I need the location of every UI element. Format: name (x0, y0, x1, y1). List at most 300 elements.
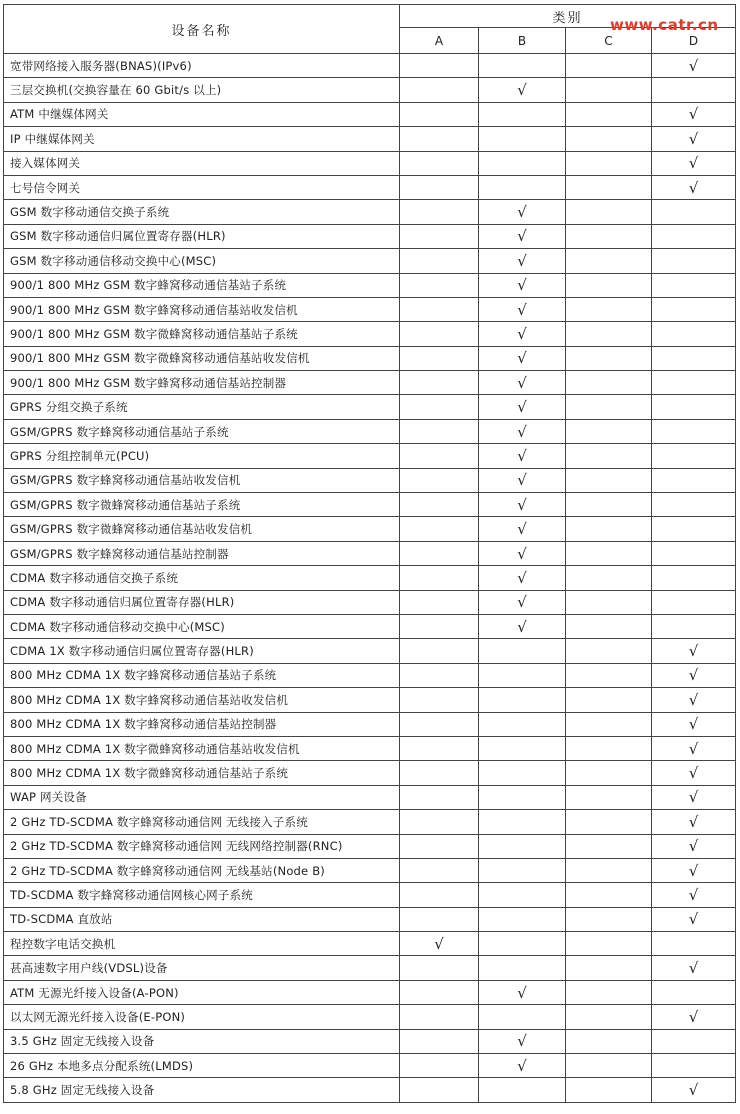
category-b-cell (479, 1029, 566, 1053)
device-name-cell: GSM/GPRS 数字微蜂窝移动通信基站收发信机 (4, 517, 400, 541)
category-a-cell (400, 1054, 479, 1078)
category-a-cell (400, 200, 479, 224)
check-mark-icon: √ (688, 178, 699, 197)
table-row (4, 322, 736, 346)
category-a-cell (400, 712, 479, 736)
category-d-cell (652, 1078, 736, 1102)
watermark: www.catr.cn (610, 16, 719, 34)
category-c-cell (566, 249, 652, 273)
device-name-cell: 900/1 800 MHz GSM 数字蜂窝移动通信基站控制器 (4, 371, 400, 395)
category-a-cell (400, 224, 479, 248)
device-name-cell: GPRS 分组控制单元(PCU) (4, 444, 400, 468)
category-b-cell (479, 249, 566, 273)
category-b-cell (479, 297, 566, 321)
category-d-cell (652, 297, 736, 321)
category-d-cell (652, 614, 736, 638)
category-d-cell (652, 590, 736, 614)
category-a-cell (400, 1078, 479, 1102)
check-mark-icon: √ (688, 837, 699, 856)
device-name-cell: 2 GHz TD-SCDMA 数字蜂窝移动通信网 无线网络控制器(RNC) (4, 834, 400, 858)
category-a-cell (400, 541, 479, 565)
device-name-cell: 2 GHz TD-SCDMA 数字蜂窝移动通信网 无线基站(Node B) (4, 858, 400, 882)
category-b-cell (479, 956, 566, 980)
category-a-cell (400, 322, 479, 346)
category-d-cell (652, 517, 736, 541)
category-c-cell (566, 517, 652, 541)
category-c-cell (566, 127, 652, 151)
category-b-cell (479, 346, 566, 370)
category-a-cell (400, 858, 479, 882)
check-mark-icon: √ (517, 276, 527, 295)
check-mark-icon: √ (517, 349, 527, 368)
category-d-cell (652, 932, 736, 956)
device-name-cell: 800 MHz CDMA 1X 数字微蜂窝移动通信基站子系统 (4, 761, 400, 785)
category-b-cell (479, 322, 566, 346)
device-name-cell: 三层交换机(交换容量在 60 Gbit/s 以上) (4, 78, 400, 102)
category-b-cell (479, 785, 566, 809)
check-mark-icon: √ (517, 983, 527, 1002)
header-col-b: B (479, 28, 566, 54)
header-col-d: D (652, 28, 736, 54)
check-mark-icon: √ (517, 373, 527, 392)
category-b-cell (479, 736, 566, 760)
category-a-cell (400, 590, 479, 614)
category-c-cell (566, 566, 652, 590)
category-b-cell (479, 566, 566, 590)
category-b-cell (479, 858, 566, 882)
check-mark-icon: √ (517, 617, 527, 636)
category-a-cell (400, 444, 479, 468)
table-row (4, 346, 736, 370)
table-row (4, 566, 736, 590)
category-c-cell (566, 541, 652, 565)
header-device-name: 设备名称 (4, 5, 400, 54)
device-name-cell: GSM/GPRS 数字蜂窝移动通信基站收发信机 (4, 468, 400, 492)
category-c-cell (566, 932, 652, 956)
category-c-cell (566, 1078, 652, 1102)
category-b-cell (479, 761, 566, 785)
device-name-cell: GPRS 分组交换子系统 (4, 395, 400, 419)
category-c-cell (566, 907, 652, 931)
device-name-cell: GSM 数字移动通信移动交换中心(MSC) (4, 249, 400, 273)
device-name-cell: GSM/GPRS 数字蜂窝移动通信基站控制器 (4, 541, 400, 565)
table-row (4, 127, 736, 151)
device-name-cell: CDMA 1X 数字移动通信归属位置寄存器(HLR) (4, 639, 400, 663)
category-c-cell (566, 297, 652, 321)
device-name-cell: GSM 数字移动通信交换子系统 (4, 200, 400, 224)
category-d-cell (652, 102, 736, 126)
category-a-cell (400, 785, 479, 809)
category-a-cell (400, 102, 479, 126)
check-mark-icon: √ (517, 1032, 527, 1051)
category-d-cell (652, 395, 736, 419)
category-d-cell (652, 54, 736, 78)
category-a-cell (400, 1005, 479, 1029)
category-c-cell (566, 712, 652, 736)
category-a-cell (400, 273, 479, 297)
category-c-cell (566, 419, 652, 443)
category-a-cell (400, 566, 479, 590)
check-mark-icon: √ (688, 1081, 699, 1100)
category-d-cell (652, 712, 736, 736)
category-b-cell (479, 907, 566, 931)
category-a-cell (400, 639, 479, 663)
category-d-cell (652, 541, 736, 565)
table-row (4, 54, 736, 78)
check-mark-icon: √ (688, 129, 699, 148)
category-b-cell (479, 614, 566, 638)
category-a-cell (400, 493, 479, 517)
check-mark-icon: √ (688, 788, 699, 807)
category-c-cell (566, 980, 652, 1004)
table-row (4, 1029, 736, 1053)
category-d-cell (652, 883, 736, 907)
category-d-cell (652, 322, 736, 346)
category-c-cell (566, 761, 652, 785)
table-row (4, 663, 736, 687)
device-name-cell: 900/1 800 MHz GSM 数字蜂窝移动通信基站收发信机 (4, 297, 400, 321)
check-mark-icon: √ (688, 739, 699, 758)
category-d-cell (652, 175, 736, 199)
category-c-cell (566, 956, 652, 980)
device-name-cell: 800 MHz CDMA 1X 数字蜂窝移动通信基站收发信机 (4, 688, 400, 712)
category-a-cell (400, 907, 479, 931)
table-row (4, 907, 736, 931)
table-row (4, 517, 736, 541)
table-row (4, 688, 736, 712)
device-name-cell: 七号信令网关 (4, 175, 400, 199)
category-d-cell (652, 419, 736, 443)
category-b-cell (479, 810, 566, 834)
category-a-cell (400, 468, 479, 492)
category-d-cell (652, 663, 736, 687)
category-b-cell (479, 590, 566, 614)
category-c-cell (566, 444, 652, 468)
table-row (4, 297, 736, 321)
table-row (4, 395, 736, 419)
device-name-cell: ATM 无源光纤接入设备(A-PON) (4, 980, 400, 1004)
table-row (4, 834, 736, 858)
category-b-cell (479, 78, 566, 102)
table-row (4, 249, 736, 273)
category-a-cell (400, 736, 479, 760)
category-d-cell (652, 956, 736, 980)
category-d-cell (652, 346, 736, 370)
table-row (4, 761, 736, 785)
check-mark-icon: √ (688, 690, 699, 709)
check-mark-icon: √ (517, 544, 527, 563)
category-b-cell (479, 273, 566, 297)
category-d-cell (652, 736, 736, 760)
category-b-cell (479, 834, 566, 858)
category-b-cell (479, 1078, 566, 1102)
check-mark-icon: √ (688, 910, 699, 929)
category-a-cell (400, 517, 479, 541)
check-mark-icon: √ (688, 1007, 699, 1026)
category-d-cell (652, 371, 736, 395)
category-b-cell (479, 200, 566, 224)
category-a-cell (400, 614, 479, 638)
table-row (4, 541, 736, 565)
check-mark-icon: √ (517, 251, 527, 270)
category-a-cell (400, 54, 479, 78)
device-name-cell: 900/1 800 MHz GSM 数字微蜂窝移动通信基站子系统 (4, 322, 400, 346)
category-a-cell (400, 249, 479, 273)
category-b-cell (479, 395, 566, 419)
table-row (4, 224, 736, 248)
category-a-cell (400, 663, 479, 687)
table-row (4, 980, 736, 1004)
table-row (4, 590, 736, 614)
table-row (4, 444, 736, 468)
check-mark-icon: √ (688, 764, 699, 783)
table-row (4, 1078, 736, 1102)
category-a-cell (400, 346, 479, 370)
table-row (4, 200, 736, 224)
check-mark-icon: √ (517, 81, 527, 100)
category-c-cell (566, 273, 652, 297)
category-c-cell (566, 688, 652, 712)
category-b-cell (479, 224, 566, 248)
device-name-cell: 900/1 800 MHz GSM 数字微蜂窝移动通信基站收发信机 (4, 346, 400, 370)
category-a-cell (400, 127, 479, 151)
device-name-cell: 800 MHz CDMA 1X 数字微蜂窝移动通信基站收发信机 (4, 736, 400, 760)
category-d-cell (652, 907, 736, 931)
device-name-cell: IP 中继媒体网关 (4, 127, 400, 151)
device-name-cell: 5.8 GHz 固定无线接入设备 (4, 1078, 400, 1102)
category-c-cell (566, 371, 652, 395)
category-d-cell (652, 200, 736, 224)
category-d-cell (652, 761, 736, 785)
check-mark-icon: √ (517, 1056, 527, 1075)
category-d-cell (652, 224, 736, 248)
device-name-cell: 800 MHz CDMA 1X 数字蜂窝移动通信基站控制器 (4, 712, 400, 736)
table-row (4, 785, 736, 809)
category-b-cell (479, 688, 566, 712)
check-mark-icon: √ (517, 446, 527, 465)
device-name-cell: 以太网无源光纤接入设备(E-PON) (4, 1005, 400, 1029)
device-name-cell: ATM 中继媒体网关 (4, 102, 400, 126)
device-name-cell: 900/1 800 MHz GSM 数字蜂窝移动通信基站子系统 (4, 273, 400, 297)
table-row (4, 858, 736, 882)
category-a-cell (400, 151, 479, 175)
check-mark-icon: √ (517, 227, 527, 246)
category-d-cell (652, 151, 736, 175)
category-c-cell (566, 858, 652, 882)
category-c-cell (566, 1005, 652, 1029)
category-c-cell (566, 785, 652, 809)
equipment-category-table (3, 4, 736, 1103)
header-col-c: C (566, 28, 652, 54)
category-a-cell (400, 932, 479, 956)
category-d-cell (652, 834, 736, 858)
category-c-cell (566, 834, 652, 858)
device-name-cell: TD-SCDMA 数字蜂窝移动通信网核心网子系统 (4, 883, 400, 907)
check-mark-icon: √ (688, 812, 699, 831)
header-category: 类别 (400, 5, 736, 28)
check-mark-icon: √ (517, 568, 527, 587)
category-d-cell (652, 1005, 736, 1029)
category-b-cell (479, 468, 566, 492)
table-row (4, 736, 736, 760)
category-a-cell (400, 1029, 479, 1053)
category-a-cell (400, 175, 479, 199)
table-row (4, 493, 736, 517)
category-c-cell (566, 736, 652, 760)
category-a-cell (400, 810, 479, 834)
category-a-cell (400, 688, 479, 712)
category-b-cell (479, 419, 566, 443)
category-c-cell (566, 468, 652, 492)
category-c-cell (566, 663, 652, 687)
device-name-cell: CDMA 数字移动通信移动交换中心(MSC) (4, 614, 400, 638)
check-mark-icon: √ (688, 154, 699, 173)
device-name-cell: 程控数字电话交换机 (4, 932, 400, 956)
category-b-cell (479, 444, 566, 468)
category-d-cell (652, 249, 736, 273)
category-d-cell (652, 858, 736, 882)
category-c-cell (566, 151, 652, 175)
category-b-cell (479, 883, 566, 907)
category-a-cell (400, 371, 479, 395)
table-row (4, 151, 736, 175)
table-row (4, 639, 736, 663)
check-mark-icon: √ (688, 105, 699, 124)
category-a-cell (400, 395, 479, 419)
category-d-cell (652, 273, 736, 297)
category-b-cell (479, 1005, 566, 1029)
category-b-cell (479, 102, 566, 126)
device-name-cell: CDMA 数字移动通信归属位置寄存器(HLR) (4, 590, 400, 614)
category-c-cell (566, 78, 652, 102)
table-row (4, 932, 736, 956)
device-name-cell: GSM/GPRS 数字蜂窝移动通信基站子系统 (4, 419, 400, 443)
category-d-cell (652, 980, 736, 1004)
category-c-cell (566, 1054, 652, 1078)
category-a-cell (400, 980, 479, 1004)
check-mark-icon: √ (517, 398, 527, 417)
category-d-cell (652, 468, 736, 492)
category-c-cell (566, 346, 652, 370)
category-b-cell (479, 127, 566, 151)
category-c-cell (566, 883, 652, 907)
check-mark-icon: √ (434, 934, 444, 953)
device-name-cell: 2 GHz TD-SCDMA 数字蜂窝移动通信网 无线接入子系统 (4, 810, 400, 834)
category-d-cell (652, 493, 736, 517)
category-c-cell (566, 614, 652, 638)
category-a-cell (400, 78, 479, 102)
category-c-cell (566, 224, 652, 248)
category-c-cell (566, 639, 652, 663)
category-b-cell (479, 639, 566, 663)
table-row (4, 712, 736, 736)
device-name-cell: 26 GHz 本地多点分配系统(LMDS) (4, 1054, 400, 1078)
check-mark-icon: √ (517, 495, 527, 514)
category-c-cell (566, 200, 652, 224)
category-d-cell (652, 810, 736, 834)
check-mark-icon: √ (688, 56, 699, 75)
device-name-cell: CDMA 数字移动通信交换子系统 (4, 566, 400, 590)
check-mark-icon: √ (517, 300, 527, 319)
check-mark-icon: √ (517, 422, 527, 441)
check-mark-icon: √ (688, 861, 699, 880)
table-row (4, 614, 736, 638)
category-b-cell (479, 371, 566, 395)
category-d-cell (652, 1054, 736, 1078)
table-row (4, 1054, 736, 1078)
table-row (4, 102, 736, 126)
device-name-cell: 接入媒体网关 (4, 151, 400, 175)
check-mark-icon: √ (688, 666, 699, 685)
category-b-cell (479, 493, 566, 517)
device-name-cell: GSM/GPRS 数字微蜂窝移动通信基站子系统 (4, 493, 400, 517)
check-mark-icon: √ (688, 959, 699, 978)
category-b-cell (479, 175, 566, 199)
category-b-cell (479, 712, 566, 736)
device-name-cell: WAP 网关设备 (4, 785, 400, 809)
category-d-cell (652, 688, 736, 712)
check-mark-icon: √ (688, 642, 699, 661)
check-mark-icon: √ (688, 885, 699, 904)
table-row (4, 419, 736, 443)
category-a-cell (400, 834, 479, 858)
category-a-cell (400, 956, 479, 980)
category-d-cell (652, 785, 736, 809)
category-d-cell (652, 444, 736, 468)
category-d-cell (652, 639, 736, 663)
category-c-cell (566, 493, 652, 517)
check-mark-icon: √ (517, 203, 527, 222)
table-row (4, 810, 736, 834)
category-a-cell (400, 297, 479, 321)
table-row (4, 1005, 736, 1029)
category-c-cell (566, 175, 652, 199)
table-body (4, 54, 736, 1103)
check-mark-icon: √ (517, 520, 527, 539)
table-row (4, 273, 736, 297)
device-name-cell: GSM 数字移动通信归属位置寄存器(HLR) (4, 224, 400, 248)
device-name-cell: 3.5 GHz 固定无线接入设备 (4, 1029, 400, 1053)
category-c-cell (566, 590, 652, 614)
category-c-cell (566, 54, 652, 78)
table-row (4, 468, 736, 492)
category-d-cell (652, 78, 736, 102)
device-name-cell: 甚高速数字用户线(VDSL)设备 (4, 956, 400, 980)
check-mark-icon: √ (517, 593, 527, 612)
category-b-cell (479, 541, 566, 565)
device-name-cell: 800 MHz CDMA 1X 数字蜂窝移动通信基站子系统 (4, 663, 400, 687)
category-d-cell (652, 1029, 736, 1053)
table-row (4, 883, 736, 907)
table-row (4, 371, 736, 395)
category-c-cell (566, 810, 652, 834)
check-mark-icon: √ (517, 324, 527, 343)
check-mark-icon: √ (517, 471, 527, 490)
category-b-cell (479, 151, 566, 175)
category-b-cell (479, 663, 566, 687)
category-a-cell (400, 419, 479, 443)
category-c-cell (566, 395, 652, 419)
category-c-cell (566, 102, 652, 126)
device-name-cell: TD-SCDMA 直放站 (4, 907, 400, 931)
category-a-cell (400, 883, 479, 907)
table-row (4, 175, 736, 199)
category-b-cell (479, 517, 566, 541)
category-d-cell (652, 566, 736, 590)
table-row (4, 78, 736, 102)
header-col-a: A (400, 28, 479, 54)
check-mark-icon: √ (688, 715, 699, 734)
